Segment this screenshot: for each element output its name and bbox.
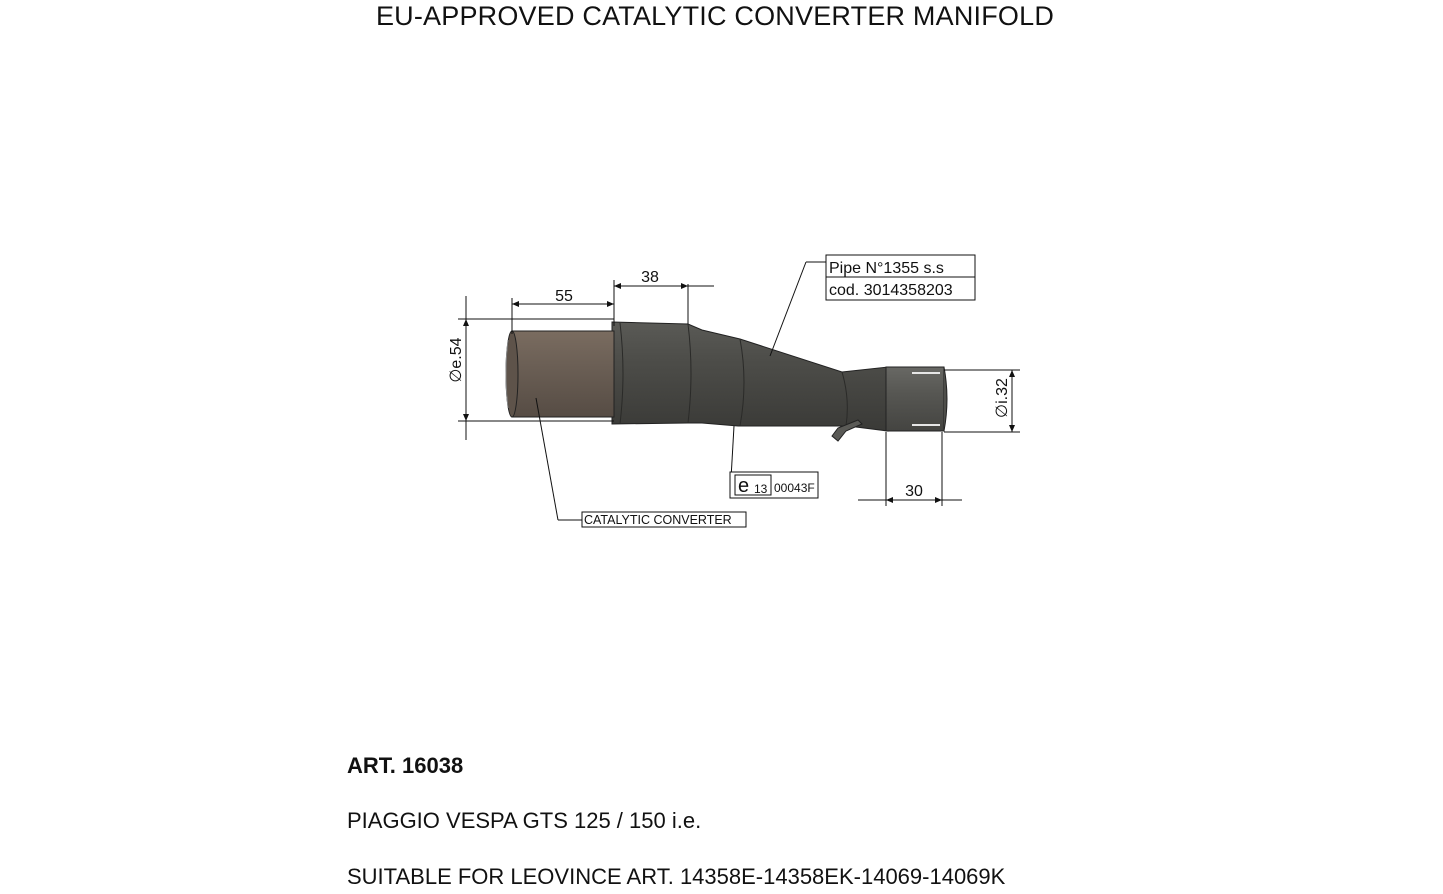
outlet-sleeve	[886, 367, 944, 431]
dim-first-section-length: 38	[641, 269, 659, 286]
dim-outlet-diameter: ∅i.32	[994, 378, 1011, 418]
dim-inlet-diameter: ∅e.54	[448, 337, 465, 383]
article-number: ART. 16038	[347, 753, 464, 778]
dim-outlet-length: 30	[905, 483, 923, 500]
manifold-pipe	[506, 322, 947, 441]
approval-code: 00043F	[774, 481, 815, 495]
catalytic-converter-label: CATALYTIC CONVERTER	[584, 513, 732, 527]
catalyst-section	[512, 331, 614, 417]
approval-mark	[730, 426, 818, 498]
approval-e-letter: e	[738, 475, 750, 497]
pipe-callout-line2: cod. 3014358203	[829, 282, 953, 299]
pipe-body	[612, 322, 888, 431]
page-title: EU-APPROVED CATALYTIC CONVERTER MANIFOLD	[375, 1, 1055, 31]
compatibility-note: SUITABLE FOR LEOVINCE ART. 14358E-14358EK-14069-14069K	[347, 864, 1006, 889]
approval-e-number: 13	[754, 482, 768, 496]
pipe-callout	[770, 255, 975, 356]
vehicle-model: PIAGGIO VESPA GTS 125 / 150 i.e.	[347, 808, 702, 833]
dim-catalyst-length: 55	[555, 288, 573, 305]
pipe-callout-line1: Pipe N°1355 s.s	[829, 260, 944, 277]
